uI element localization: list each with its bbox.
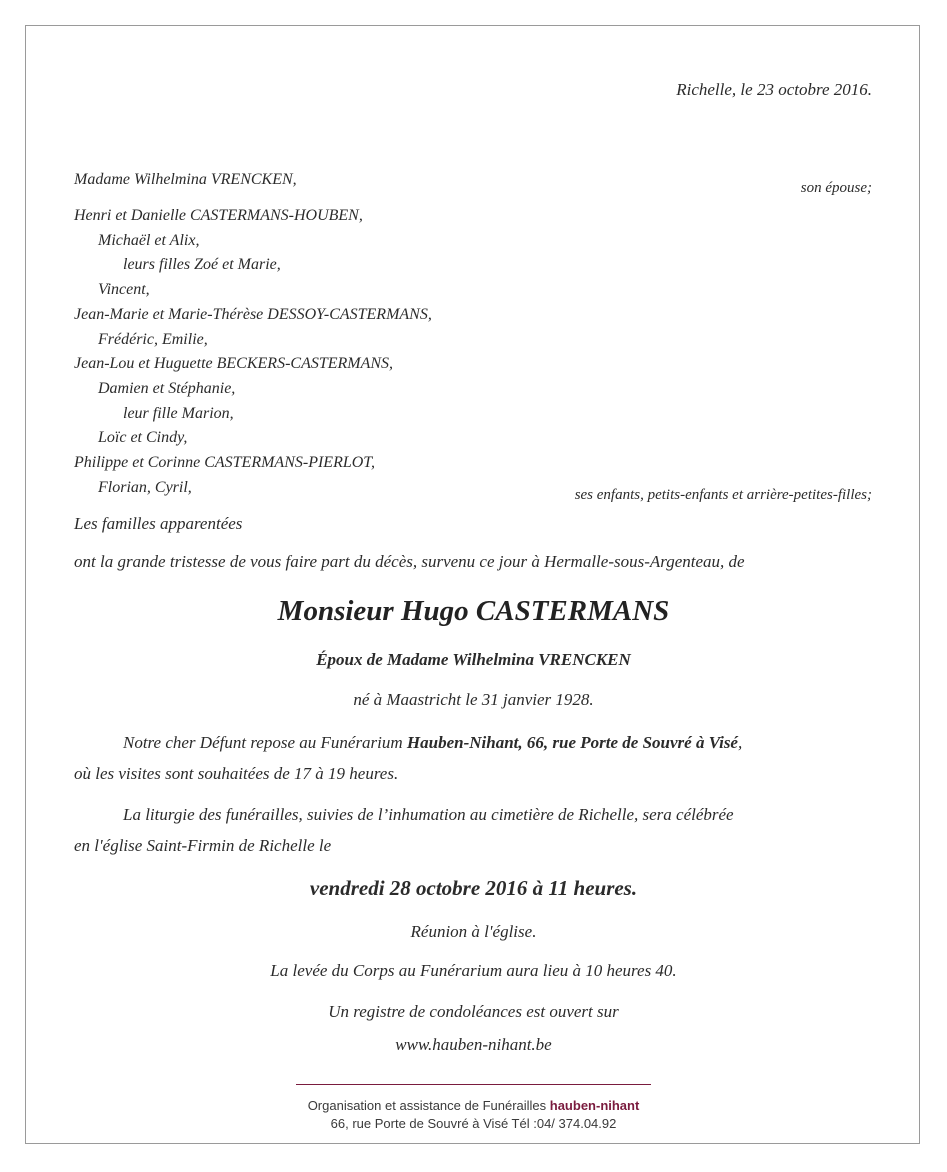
spouse-name: Madame Wilhelmina VRENCKEN, <box>74 171 297 188</box>
family-member-line: Henri et Danielle CASTERMANS-HOUBEN, <box>74 207 363 224</box>
birth-line: né à Maastricht le 31 janvier 1928. <box>353 690 594 709</box>
family-member-line: Jean-Lou et Huguette BECKERS-CASTERMANS, <box>74 355 394 372</box>
liturgy-line-2: en l'église Saint-Firmin de Richelle le <box>74 836 332 855</box>
family-member-line: leurs filles Zoé et Marie, <box>123 256 281 273</box>
liturgy-line-1: La liturgie des funérailles, suivies de l’inhumation au cimetière de Richelle, sera célébrée <box>123 805 734 824</box>
family-member-line: Philippe et Corinne CASTERMANS-PIERLOT, <box>74 454 376 471</box>
family-relation: ses enfants, petits-enfants et arrière-petites-filles; <box>574 487 872 503</box>
date-line: Richelle, le 23 octobre 2016. <box>676 80 872 99</box>
spouse-relation: son épouse; <box>800 180 872 196</box>
family-member-line: Jean-Marie et Marie-Thérèse DESSOY-CASTERMANS, <box>74 306 432 323</box>
family-member-line: Damien et Stéphanie, <box>98 380 236 397</box>
brand-logo: hauben-nihant <box>549 1098 640 1113</box>
visits-line: où les visites sont souhaitées de 17 à 19 heures. <box>74 764 399 783</box>
rest-intro: Notre cher Défunt repose au Funérarium <box>123 733 407 752</box>
deceased-spouse-line: Époux de Madame Wilhelmina VRENCKEN <box>316 650 631 669</box>
rest-place: Hauben-Nihant, 66, rue Porte de Souvré à Visé <box>406 733 738 752</box>
family-member-line: Frédéric, Emilie, <box>98 331 208 348</box>
levee-line: La levée du Corps au Funérarium aura lieu à 10 heures 40. <box>270 961 677 980</box>
announcement-line: ont la grande tristesse de vous faire part du décès, survenu ce jour à Hermalle-sous-Argenteau, de <box>74 552 745 571</box>
family-member-line: Florian, Cyril, <box>98 479 192 496</box>
relatives-line: Les familles apparentées <box>74 514 243 533</box>
footer-line-1 <box>0 1098 947 1113</box>
footer-text: Organisation et assistance de Funérailles <box>307 1098 550 1113</box>
rest-comma: , <box>737 733 743 752</box>
footer-divider <box>296 1084 651 1085</box>
footer-line-2: 66, rue Porte de Souvré à Visé Tél :04/ 374.04.92 <box>330 1116 617 1131</box>
family-member-line: Vincent, <box>98 281 150 298</box>
website-link[interactable]: www.hauben-nihant.be <box>395 1035 552 1054</box>
ceremony-datetime: vendredi 28 octobre 2016 à 11 heures. <box>309 876 638 900</box>
family-member-line: Michaël et Alix, <box>98 232 200 249</box>
register-line: Un registre de condoléances est ouvert sur <box>328 1002 619 1021</box>
rest-line <box>123 733 742 753</box>
family-member-line: leur fille Marion, <box>123 405 234 422</box>
meeting-line: Réunion à l'église. <box>410 922 537 941</box>
deceased-name: Monsieur Hugo CASTERMANS <box>277 595 670 627</box>
family-member-line: Loïc et Cindy, <box>98 429 188 446</box>
